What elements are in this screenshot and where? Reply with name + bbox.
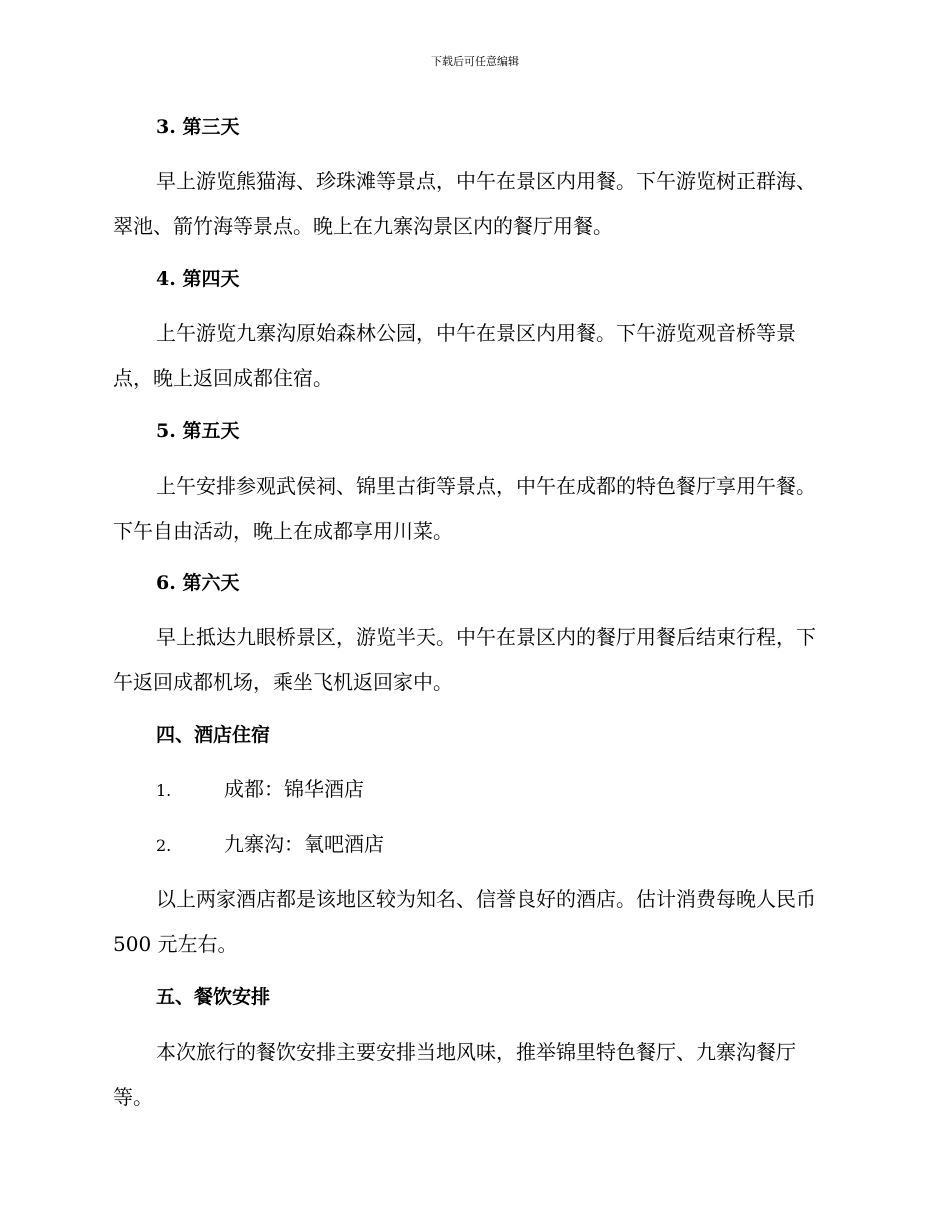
section-heading-day6: 6. 第六天	[156, 572, 240, 594]
paragraph-hotel: 以上两家酒店都是该地区较为知名、信誉良好的酒店。估计消费每晚人民币 500 元左右。	[113, 887, 816, 956]
list-item	[156, 830, 384, 860]
paragraph-day3: 早上游览熊猫海、珍珠滩等景点，中午在景区内用餐。下午游览树正群海、翠池、箭竹海等景点。晚上在九寨沟景区内的餐厅用餐。	[113, 169, 816, 238]
list-item-text: 九寨沟：氧吧酒店	[224, 832, 384, 856]
paragraph-day6: 早上抵达九眼桥景区，游览半天。中午在景区内的餐厅用餐后结束行程，下午返回成都机场，乘坐飞机返回家中。	[113, 625, 816, 694]
paragraph-day4: 上午游览九寨沟原始森林公园，中午在景区内用餐。下午游览观音桥等景点，晚上返回成都住宿。	[113, 321, 796, 390]
section-heading-hotel: 四、酒店住宿	[156, 724, 271, 746]
list-item-number: 1.	[156, 781, 172, 800]
page-header: 下载后可任意编辑	[431, 55, 519, 68]
paragraph-day5: 上午安排参观武侯祠、锦里古街等景点，中午在成都的特色餐厅享用午餐。下午自由活动，晚上在成都享用川菜。	[113, 474, 816, 543]
paragraph-dining: 本次旅行的餐饮安排主要安排当地风味，推举锦里特色餐厅、九寨沟餐厅等。	[113, 1040, 796, 1109]
section-heading-dining: 五、餐饮安排	[156, 986, 271, 1008]
section-heading-day5: 5. 第五天	[156, 420, 240, 442]
section-heading-day4: 4. 第四天	[156, 268, 240, 290]
list-item	[156, 775, 364, 805]
list-item-number: 2.	[156, 836, 172, 855]
list-item-text: 成都：锦华酒店	[224, 777, 364, 801]
section-heading-day3: 3. 第三天	[156, 116, 240, 138]
